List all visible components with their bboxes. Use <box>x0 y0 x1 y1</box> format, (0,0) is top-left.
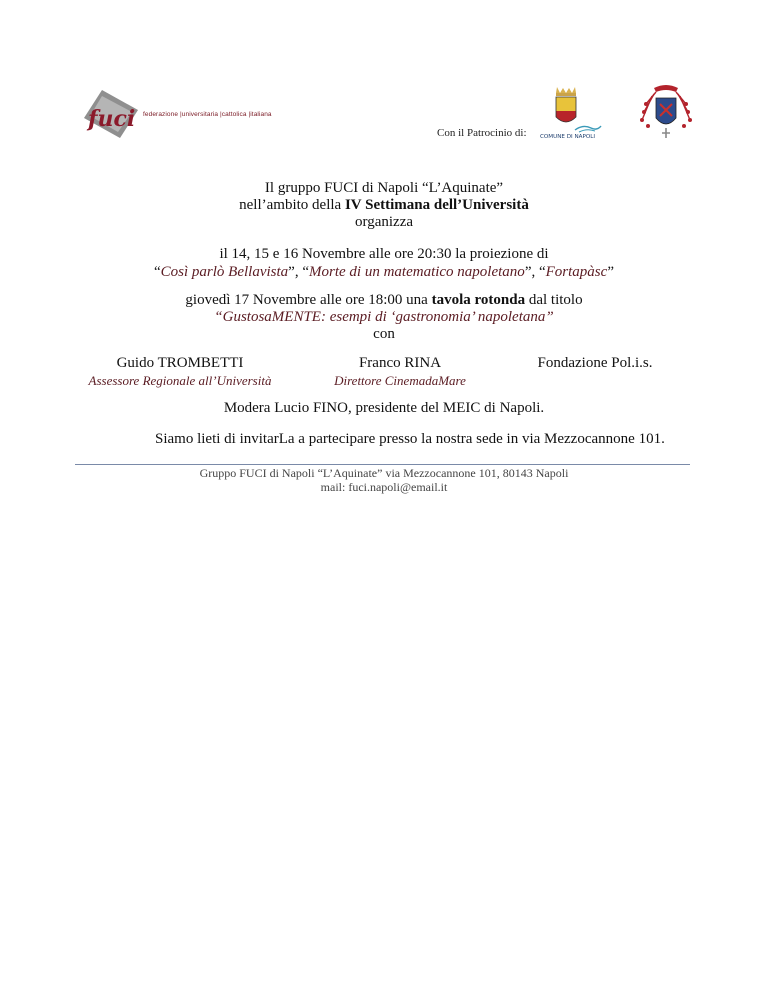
settimana-universita: IV Settimana dell’Università <box>344 197 529 213</box>
separator-1: ”, “ <box>288 264 309 280</box>
intro-line-3: organizza <box>354 214 414 230</box>
roundtable-title: “GustosaMENTE: esempi di ‘gastronomia’ napoletana” <box>214 309 554 325</box>
fuci-tagline: federazione |universitaria |cattolica |italiana <box>143 111 272 118</box>
roundtable-line-1 <box>0 292 768 308</box>
films-line-1: il 14, 15 e 16 Novembre alle ore 20:30 la proiezione di <box>219 246 549 262</box>
roundtable-post: dal titolo <box>525 292 583 308</box>
footer-email: mail: fuci.napoli@email.it <box>320 480 448 494</box>
quote-close: ” <box>607 264 614 280</box>
speaker-1-name: Guido TROMBETTI <box>116 355 244 371</box>
cardinal-crest-icon <box>640 84 692 140</box>
intro-line-1: Il gruppo FUCI di Napoli “L’Aquinate” <box>264 180 504 196</box>
speaker-2-name: Franco RINA <box>358 355 442 371</box>
fuci-logo <box>80 88 142 140</box>
speaker-3-name: Fondazione Pol.i.s. <box>537 355 653 371</box>
comune-logo-text: COMUNE DI NAPOLI <box>540 134 596 140</box>
patrocinio-label: Con il Patrocinio di: <box>437 127 527 139</box>
comune-napoli-logo <box>539 122 603 140</box>
intro-line-2-text: nell’ambito della <box>239 197 345 213</box>
films-titles <box>0 264 768 280</box>
roundtable-pre: giovedì 17 Novembre alle ore 18:00 una <box>185 292 432 308</box>
film-title-3: Fortapàsc <box>545 264 608 280</box>
invitation-line: Siamo lieti di invitarLa a partecipare presso la nostra sede in via Mezzocannone 101. <box>155 431 665 447</box>
quote-open: “ <box>154 264 161 280</box>
fuci-logo-text: fuci <box>88 106 136 132</box>
intro-line-2 <box>0 197 768 213</box>
speaker-2-role: Direttore CinemadaMare <box>334 373 466 388</box>
film-title-1: Così parlò Bellavista <box>160 264 289 280</box>
separator-2: ”, “ <box>524 264 546 280</box>
footer-divider <box>75 464 690 465</box>
speaker-1-role: Assessore Regionale all’Università <box>88 373 272 388</box>
con-label: con <box>373 326 395 342</box>
tavola-rotonda: tavola rotonda <box>431 292 526 308</box>
film-title-2: Morte di un matematico napoletano <box>309 264 525 280</box>
moderator-line: Modera Lucio FINO, presidente del MEIC di Napoli. <box>223 400 545 416</box>
footer-address: Gruppo FUCI di Napoli “L’Aquinate” via Mezzocannone 101, 80143 Napoli <box>199 466 569 480</box>
